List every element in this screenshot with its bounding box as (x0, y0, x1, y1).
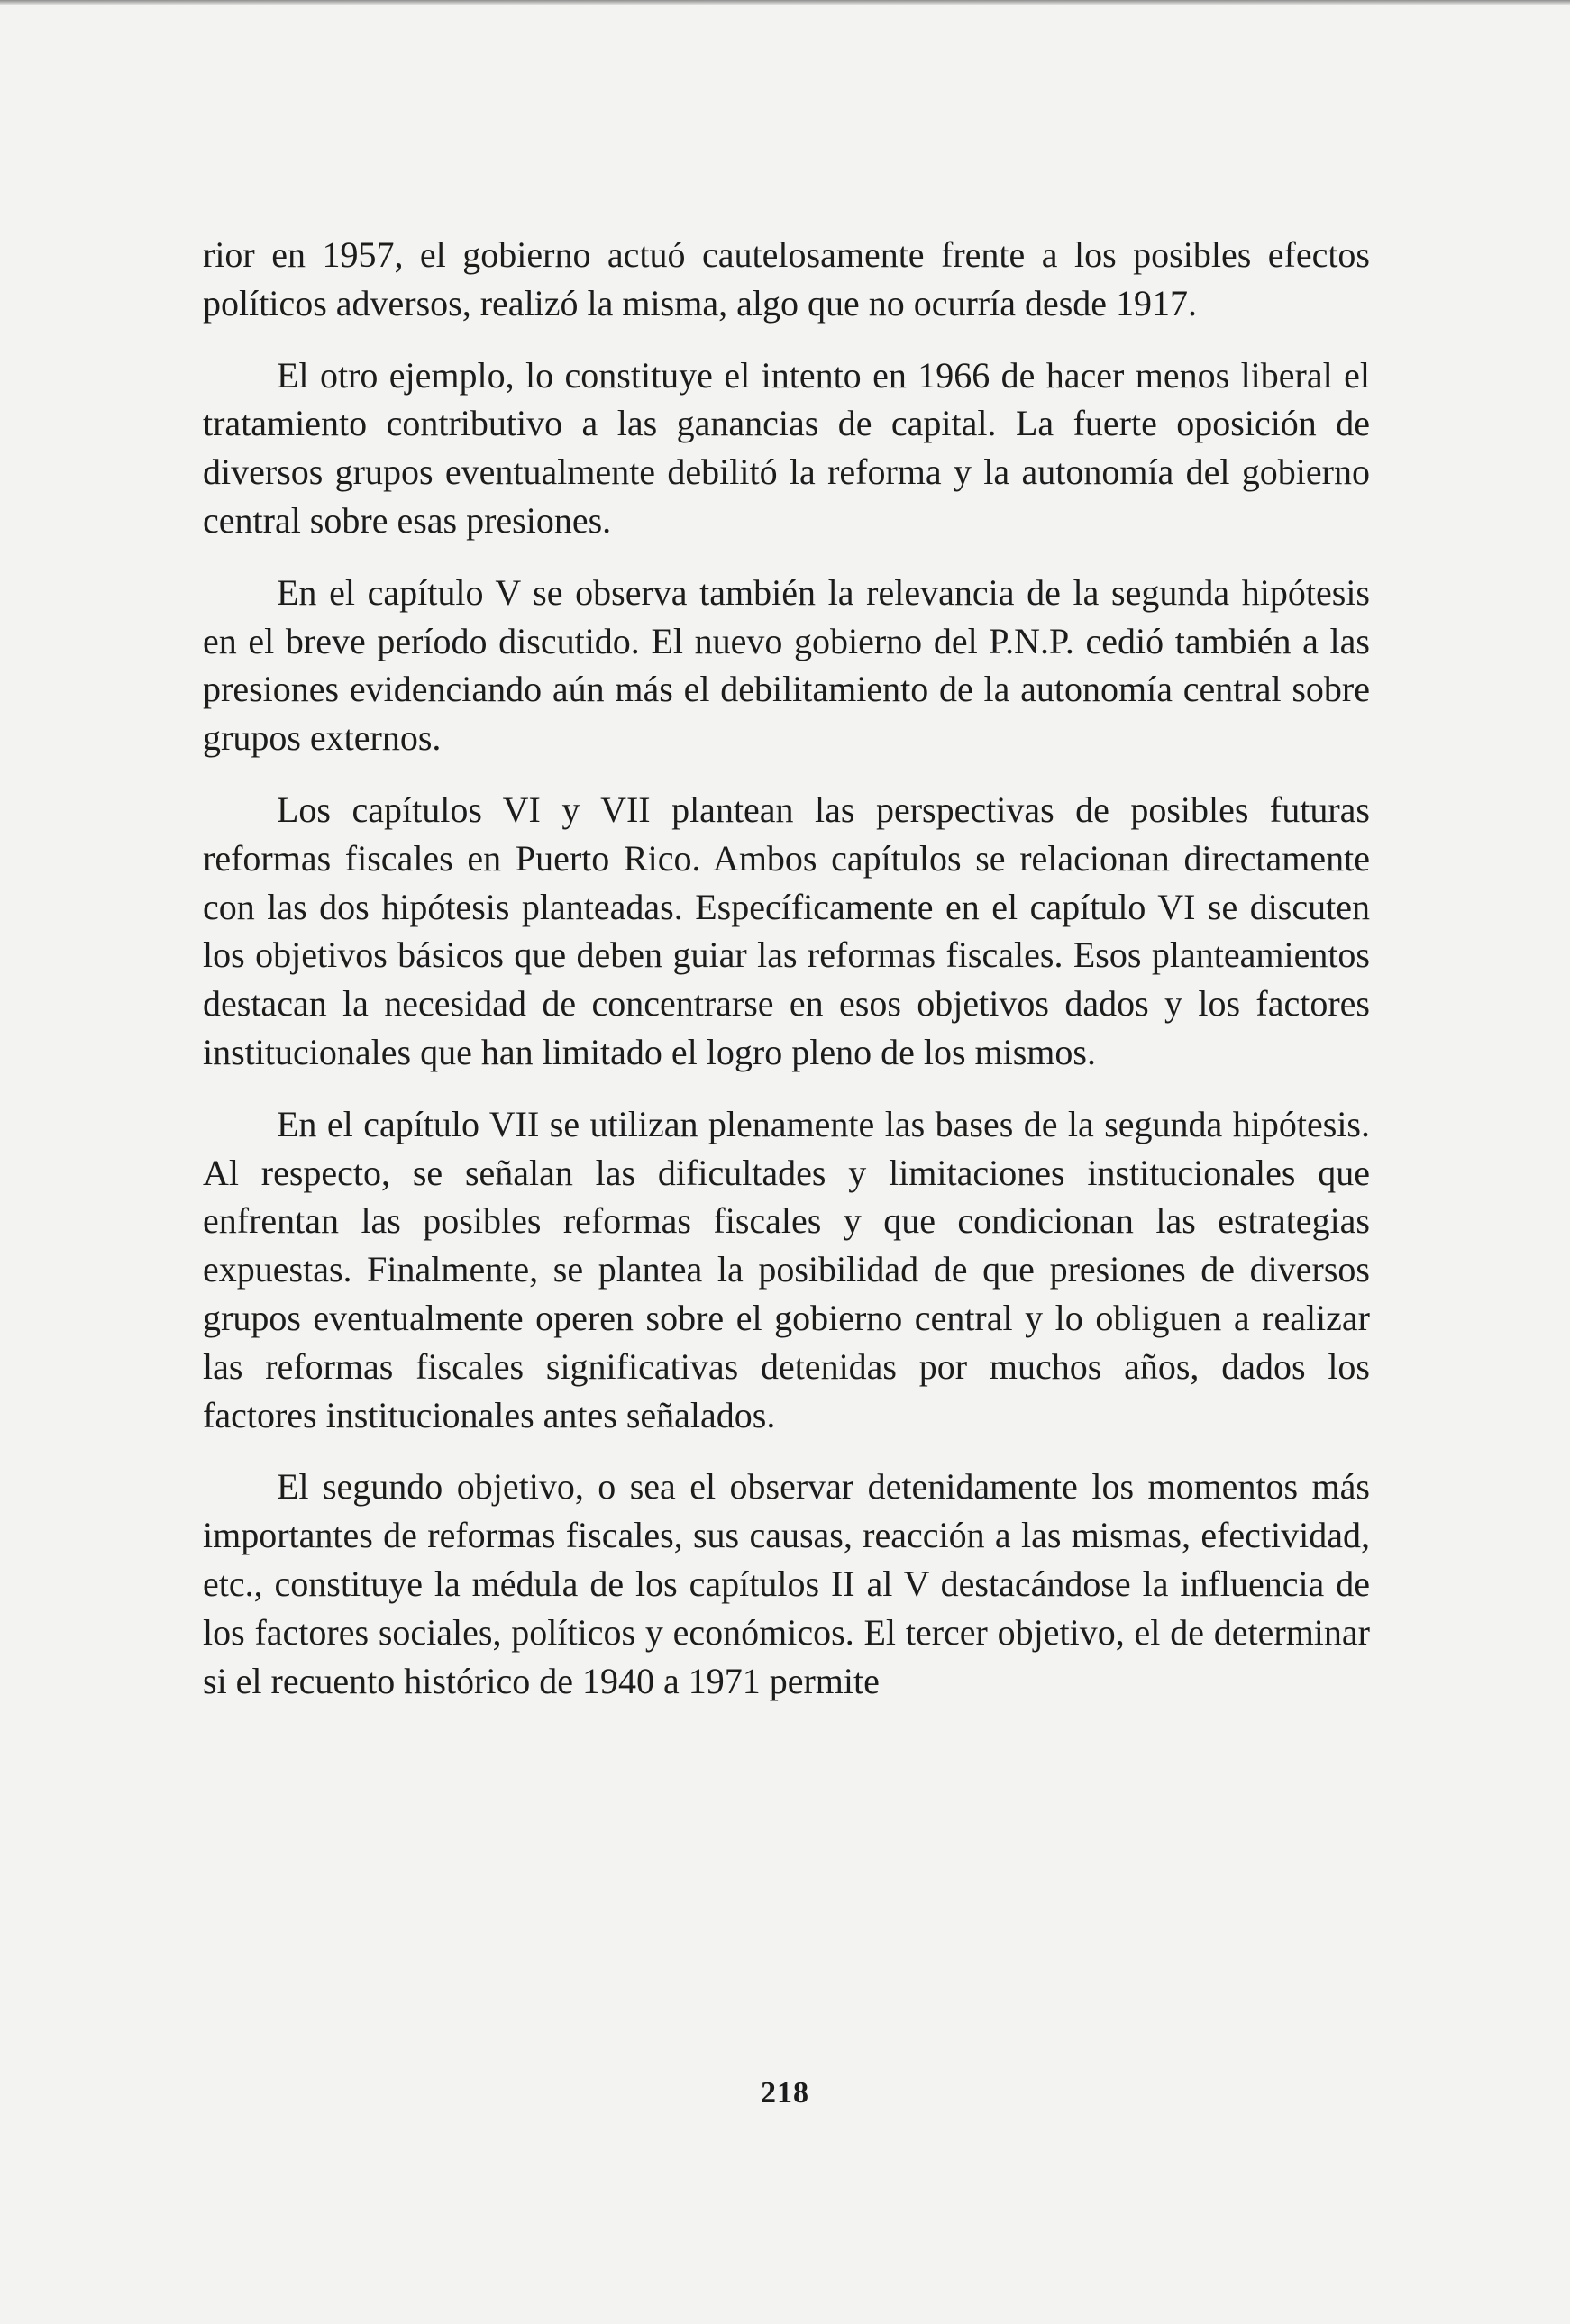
body-text (203, 231, 1370, 1728)
paragraph-4: Los capítulos VI y VII plantean las perspectivas de posibles futuras reformas fiscales en Puerto Rico. Ambos capítulos se relacionan directamente con las dos hipótesis planteadas. Específicamente en el capítulo VI se discuten los objetivos básicos que deben guiar las reformas fiscales. Esos planteamientos destacan la necesidad de concentrarse en esos objetivos dados y los factores institucionales que han limitado el logro pleno de los mismos. (203, 788, 1370, 1072)
paragraph-5: En el capítulo VII se utilizan plenamente las bases de la segunda hipótesis. Al respecto, se señalan las dificultades y limitaciones institucionales que enfrentan las posibles reformas fiscales y que condicionan las estrategias expuestas. Finalmente, se plantea la posibilidad de que presiones de diversos grupos eventualmente operen sobre el gobierno central y lo obliguen a realizar las reformas fiscales significativas detenidas por muchos años, dados los factores institucionales antes señalados. (203, 1103, 1370, 1435)
scan-top-edge (0, 0, 1570, 5)
paragraph-1: rior en 1957, el gobierno actuó cautelosamente frente a los posibles efectos políticos adversos, realizó la misma, algo que no ocurría desde 1917. (203, 234, 1370, 324)
page-number: 218 (761, 2076, 809, 2110)
paragraph-6: El segundo objetivo, o sea el observar detenidamente los momentos más importantes de reformas fiscales, sus causas, reacción a las mismas, efectividad, etc., constituye la médula de los capítulos II al V destacándose la influencia de los factores sociales, políticos y económicos. El tercer objetivo, el de determinar si el recuento histórico de 1940 a 1971 permite (203, 1466, 1370, 1701)
paragraph-3: En el capítulo V se observa también la relevancia de la segunda hipótesis en el breve período discutido. El nuevo gobierno del P.N.P. cedió también a las presiones evidenciando aún más el debilitamiento de la autonomía central sobre grupos externos. (203, 571, 1370, 759)
paragraph-2: El otro ejemplo, lo constituye el intento en 1966 de hacer menos liberal el tratamiento contributivo a las ganancias de capital. La fuerte oposición de diversos grupos eventualmente debilitó la reforma y la autonomía del gobierno central sobre esas presiones. (203, 354, 1370, 541)
